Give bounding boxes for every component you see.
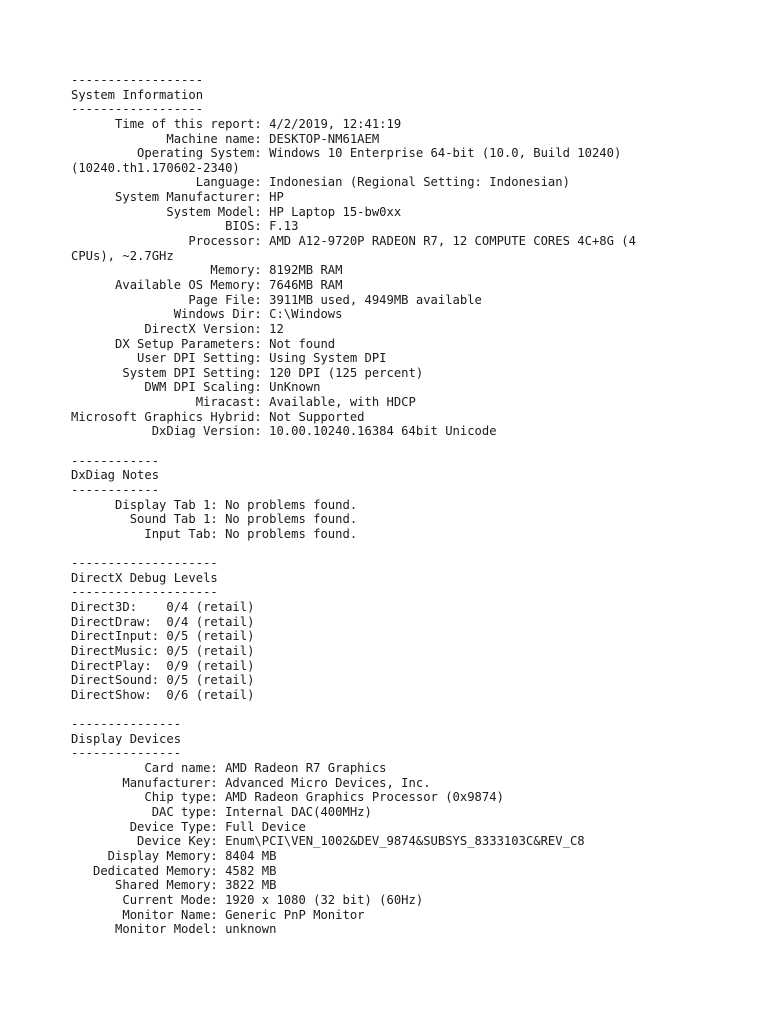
report-line: Display Devices bbox=[71, 731, 182, 746]
report-line: Chip type: AMD Radeon Graphics Processor (0x9874) bbox=[71, 790, 504, 805]
report-line: BIOS: F.13 bbox=[71, 219, 299, 234]
report-line: --------------- bbox=[71, 746, 182, 761]
report-line: DirectSound: 0/5 (retail) bbox=[71, 673, 255, 688]
report-line bbox=[71, 439, 636, 454]
report-line: ------------------ bbox=[71, 73, 204, 87]
report-line: DirectMusic: 0/5 (retail) bbox=[71, 643, 255, 658]
report-line: DxDiag Version: 10.00.10240.16384 64bit Unicode bbox=[71, 424, 497, 439]
report-line: Windows Dir: C:\Windows bbox=[71, 307, 343, 322]
report-line: Display Memory: 8404 MB bbox=[71, 848, 277, 863]
report-line: DX Setup Parameters: Not found bbox=[71, 336, 336, 351]
report-line: DirectX Debug Levels bbox=[71, 570, 218, 585]
report-line: Machine name: DESKTOP-NM61AEM bbox=[71, 131, 380, 146]
report-line: Operating System: Windows 10 Enterprise 64-bit (10.0, Build 10240) bbox=[71, 146, 622, 161]
report-line bbox=[71, 703, 636, 718]
report-line: --------------- bbox=[71, 717, 182, 732]
report-line: System Model: HP Laptop 15-bw0xx bbox=[71, 204, 402, 219]
report-line: Memory: 8192MB RAM bbox=[71, 263, 343, 278]
report-line: Processor: AMD A12-9720P RADEON R7, 12 COMPUTE CORES 4C+8G (4 bbox=[71, 234, 636, 249]
report-line: ------------ bbox=[71, 453, 160, 468]
report-line: System DPI Setting: 120 DPI (125 percent) bbox=[71, 365, 424, 380]
report-line: -------------------- bbox=[71, 585, 218, 600]
report-line: ------------------ bbox=[71, 102, 204, 117]
report-line: Manufacturer: Advanced Micro Devices, Inc. bbox=[71, 775, 431, 790]
report-line: CPUs), ~2.7GHz bbox=[71, 248, 174, 263]
report-line: Shared Memory: 3822 MB bbox=[71, 878, 277, 893]
report-line: DAC type: Internal DAC(400MHz) bbox=[71, 805, 372, 820]
report-line: Available OS Memory: 7646MB RAM bbox=[71, 277, 343, 292]
report-line: Monitor Model: unknown bbox=[71, 922, 277, 937]
report-line: Miracast: Available, with HDCP bbox=[71, 395, 416, 410]
report-line: DirectDraw: 0/4 (retail) bbox=[71, 614, 255, 629]
report-line: Monitor Name: Generic PnP Monitor bbox=[71, 907, 365, 922]
report-line: Sound Tab 1: No problems found. bbox=[71, 512, 358, 527]
report-line: DirectInput: 0/5 (retail) bbox=[71, 629, 255, 644]
report-line: Direct3D: 0/4 (retail) bbox=[71, 600, 255, 615]
report-line: Language: Indonesian (Regional Setting: Indonesian) bbox=[71, 175, 570, 190]
report-line: Microsoft Graphics Hybrid: Not Supported bbox=[71, 409, 365, 424]
report-line: System Manufacturer: HP bbox=[71, 190, 284, 205]
report-line: Time of this report: 4/2/2019, 12:41:19 bbox=[71, 116, 402, 131]
report-line: DxDiag Notes bbox=[71, 468, 160, 483]
report-line: Current Mode: 1920 x 1080 (32 bit) (60Hz) bbox=[71, 892, 424, 907]
report-line: System Information bbox=[71, 87, 204, 102]
report-line: (10240.th1.170602-2340) bbox=[71, 160, 240, 175]
report-line: Display Tab 1: No problems found. bbox=[71, 497, 358, 512]
report-line: DWM DPI Scaling: UnKnown bbox=[71, 380, 321, 395]
report-line: User DPI Setting: Using System DPI bbox=[71, 351, 387, 366]
report-line: Page File: 3911MB used, 4949MB available bbox=[71, 292, 482, 307]
report-line: ------------ bbox=[71, 482, 160, 497]
report-line: Device Type: Full Device bbox=[71, 819, 306, 834]
report-line: DirectPlay: 0/9 (retail) bbox=[71, 658, 255, 673]
report-line: Dedicated Memory: 4582 MB bbox=[71, 863, 277, 878]
report-line: Card name: AMD Radeon R7 Graphics bbox=[71, 761, 387, 776]
report-line: Device Key: Enum\PCI\VEN_1002&DEV_9874&SUBSYS_8333103C&REV_C8 bbox=[71, 834, 585, 849]
dxdiag-report-text bbox=[71, 73, 636, 937]
report-line: Input Tab: No problems found. bbox=[71, 526, 358, 541]
report-line: -------------------- bbox=[71, 556, 218, 571]
report-line: DirectShow: 0/6 (retail) bbox=[71, 687, 255, 702]
report-line bbox=[71, 542, 636, 557]
report-line: DirectX Version: 12 bbox=[71, 321, 284, 336]
